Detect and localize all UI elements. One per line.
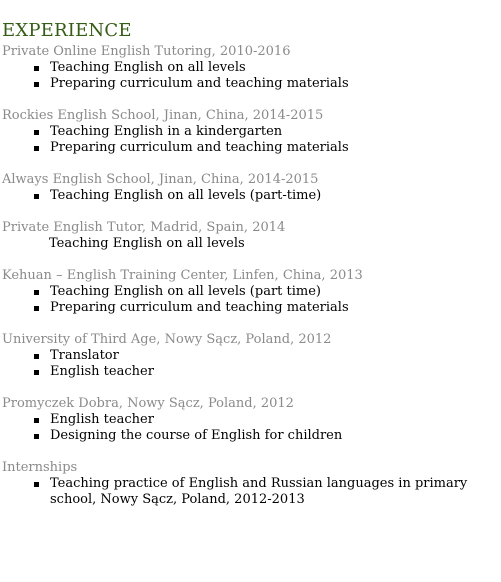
square-bullet-icon — [34, 418, 39, 423]
entry-title: University of Third Age, Nowy Sącz, Poland, 2012 — [2, 332, 332, 347]
entry-title-rest: – English Training Center, Linfen, China, 2013 — [56, 268, 363, 283]
entry-title-lead: Kehuan — [2, 268, 52, 283]
experience-entry — [2, 172, 497, 204]
entry-title: Internships — [2, 460, 78, 475]
entry-title: Rockies English School, Jinan, China, 2014-2015 — [2, 108, 324, 123]
bullet-item — [2, 412, 497, 428]
bullet-item — [2, 428, 497, 444]
square-bullet-icon — [34, 354, 39, 359]
bullet-text: Preparing curriculum and teaching materials — [50, 76, 349, 91]
square-bullet-icon — [34, 290, 39, 295]
entry-title: Promyczek Dobra, Nowy Sącz, Poland, 2012 — [2, 396, 294, 411]
bullet-item — [2, 348, 497, 364]
entry-title: Private Online English Tutoring, 2010-2016 — [2, 44, 291, 59]
bullet-text: Teaching practice of English and Russian languages in primary school, Nowy Sącz, Poland, 2012-2013 — [50, 476, 468, 507]
bullet-item — [2, 188, 497, 204]
square-bullet-icon — [34, 306, 39, 311]
experience-entry — [2, 268, 497, 316]
entry-title: Private English Tutor, Madrid, Spain, 2014 — [2, 220, 286, 235]
entry-bullets — [2, 124, 497, 156]
bullet-item — [2, 76, 497, 92]
bullet-text: Designing the course of English for children — [50, 428, 343, 443]
entry-bullets — [2, 476, 497, 508]
entry-bullets — [2, 60, 497, 92]
experience-entry — [2, 108, 497, 156]
square-bullet-icon — [34, 370, 39, 375]
entry-bullets — [2, 348, 497, 380]
experience-entry — [2, 460, 497, 508]
entry-title: Always English School, Jinan, China, 2014-2015 — [2, 172, 319, 187]
bullet-text: Preparing curriculum and teaching materials — [50, 140, 349, 155]
bullet-item — [2, 364, 497, 380]
bullet-text: English teacher — [50, 364, 154, 379]
bullet-text: English teacher — [50, 412, 154, 427]
experience-entry — [2, 44, 497, 92]
section-title: EXPERIENCE — [2, 20, 132, 41]
entry-bullets — [2, 284, 497, 316]
experience-entry — [2, 220, 497, 252]
bullet-text: Teaching English on all levels (part-time) — [50, 188, 322, 203]
entry-bullets — [2, 188, 497, 204]
square-bullet-icon — [34, 130, 39, 135]
square-bullet-icon — [34, 82, 39, 87]
bullet-text: Translator — [50, 348, 119, 363]
bullet-item — [2, 60, 497, 76]
experience-entry — [2, 396, 497, 444]
square-bullet-icon — [34, 194, 39, 199]
bullet-item — [2, 124, 497, 140]
bullet-item — [2, 300, 497, 316]
square-bullet-icon — [34, 146, 39, 151]
square-bullet-icon — [34, 482, 39, 487]
experience-entry — [2, 332, 497, 380]
entry-description: Teaching English on all levels — [49, 236, 245, 251]
bullet-item — [2, 140, 497, 156]
bullet-item — [2, 284, 497, 300]
square-bullet-icon — [34, 66, 39, 71]
bullet-text: Teaching English in a kindergarten — [50, 124, 283, 139]
experience-list — [2, 44, 497, 524]
bullet-text: Teaching English on all levels — [50, 60, 246, 75]
bullet-item — [2, 476, 497, 508]
square-bullet-icon — [34, 434, 39, 439]
bullet-text: Teaching English on all levels (part time) — [50, 284, 321, 299]
entry-title — [2, 268, 497, 284]
bullet-text: Preparing curriculum and teaching materials — [50, 300, 349, 315]
entry-bullets — [2, 412, 497, 444]
